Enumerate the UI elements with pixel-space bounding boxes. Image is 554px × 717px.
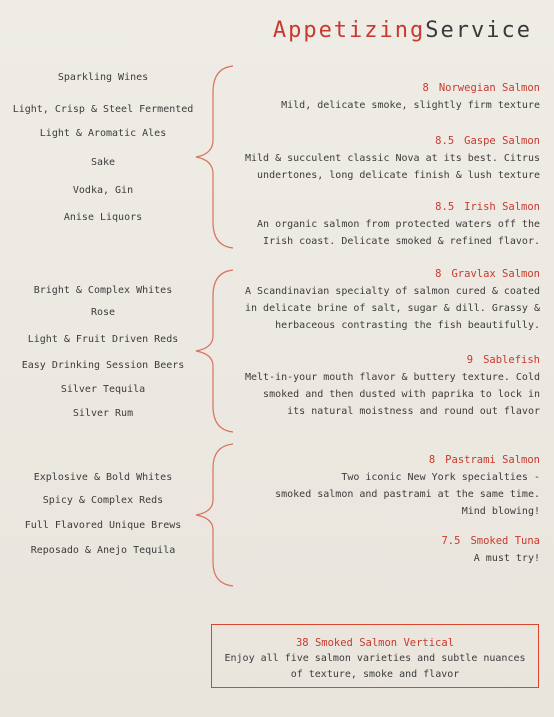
- pairing-item: Light, Crisp & Steel Fermented: [12, 104, 194, 115]
- menu-item-norwegian-salmon: [210, 80, 540, 114]
- item-name: Sablefish: [483, 354, 540, 366]
- item-price: 8.5: [435, 135, 455, 147]
- item-description: Mind blowing!: [461, 506, 540, 517]
- item-name: Gaspe Salmon: [464, 135, 540, 147]
- pairing-item: Silver Rum: [72, 408, 134, 419]
- item-name: Smoked Tuna: [470, 535, 540, 547]
- pairing-item: Explosive & Bold Whites: [33, 472, 173, 483]
- item-price: 8: [435, 268, 442, 280]
- pairing-item: Sake: [90, 157, 116, 168]
- pairing-item: Spicy & Complex Reds: [42, 495, 164, 506]
- vertical-description: of texture, smoke and flavor: [290, 669, 460, 680]
- pairing-item: Rose: [90, 307, 116, 318]
- menu-item-pastrami-salmon: [210, 452, 540, 520]
- item-description: Mild, delicate smoke, slightly firm texture: [281, 100, 540, 111]
- item-description: Two iconic New York specialties -: [341, 472, 540, 483]
- pairing-item: Easy Drinking Session Beers: [21, 360, 185, 371]
- item-description: in delicate brine of salt, sugar & dill. Grassy &: [244, 303, 540, 314]
- item-price: 8: [428, 454, 436, 466]
- item-description: An organic salmon from protected waters off the: [257, 219, 540, 230]
- vertical-price: 38: [295, 637, 309, 649]
- item-description: Mild & succulent classic Nova at its best. Citrus: [244, 153, 540, 164]
- pairing-item: Anise Liquors: [63, 212, 143, 223]
- pairing-item: Vodka, Gin: [72, 185, 134, 196]
- item-price: 9: [466, 354, 474, 366]
- menu-item-smoked-tuna: [210, 533, 540, 567]
- pairing-item: Light & Aromatic Ales: [39, 128, 167, 139]
- item-price: 8.5: [435, 201, 455, 213]
- title-part-service: Service: [425, 18, 532, 43]
- item-description: smoked and then dusted with paprika to lock in: [263, 389, 540, 400]
- pairing-item: Silver Tequila: [60, 384, 146, 395]
- pairing-item: Light & Fruit Driven Reds: [27, 334, 179, 345]
- item-description: A Scandinavian specialty of salmon cured & coated: [244, 286, 540, 297]
- item-description: its natural moistness and round out flavor: [287, 406, 540, 417]
- pairing-item: Sparkling Wines: [57, 72, 149, 83]
- item-description: A must try!: [473, 553, 540, 564]
- item-name: Norwegian Salmon: [438, 82, 540, 94]
- item-description: Melt-in-your mouth flavor & buttery texture. Cold: [244, 372, 540, 383]
- title-part-appetizing: Appetizing: [272, 18, 426, 43]
- item-price: 8: [422, 82, 429, 94]
- vertical-name: Smoked Salmon Vertical: [314, 637, 455, 649]
- item-description: herbaceous contrasting the fish beautifully.: [275, 320, 540, 331]
- menu-item-irish-salmon: [210, 199, 540, 250]
- item-name: Pastrami Salmon: [445, 454, 540, 466]
- menu-item-gaspe-salmon: [210, 133, 540, 184]
- pairing-item: Full Flavored Unique Brews: [24, 520, 182, 531]
- menu-item-sablefish: [210, 352, 540, 420]
- pairing-item: Bright & Complex Whites: [33, 285, 173, 296]
- item-description: smoked salmon and pastrami at the same time.: [275, 489, 540, 500]
- vertical-tasting-box: [211, 624, 539, 688]
- page-title: [273, 18, 532, 43]
- menu-item-gravlax-salmon: [210, 266, 540, 334]
- item-price: 7.5: [441, 535, 461, 547]
- item-description: undertones, long delicate finish & lush texture: [257, 170, 540, 181]
- pairing-item: Reposado & Anejo Tequila: [30, 545, 176, 556]
- item-description: Irish coast. Delicate smoked & refined flavor.: [263, 236, 540, 247]
- item-name: Irish Salmon: [464, 201, 540, 213]
- vertical-description: Enjoy all five salmon varieties and subtle nuances: [224, 653, 526, 664]
- item-name: Gravlax Salmon: [451, 268, 540, 280]
